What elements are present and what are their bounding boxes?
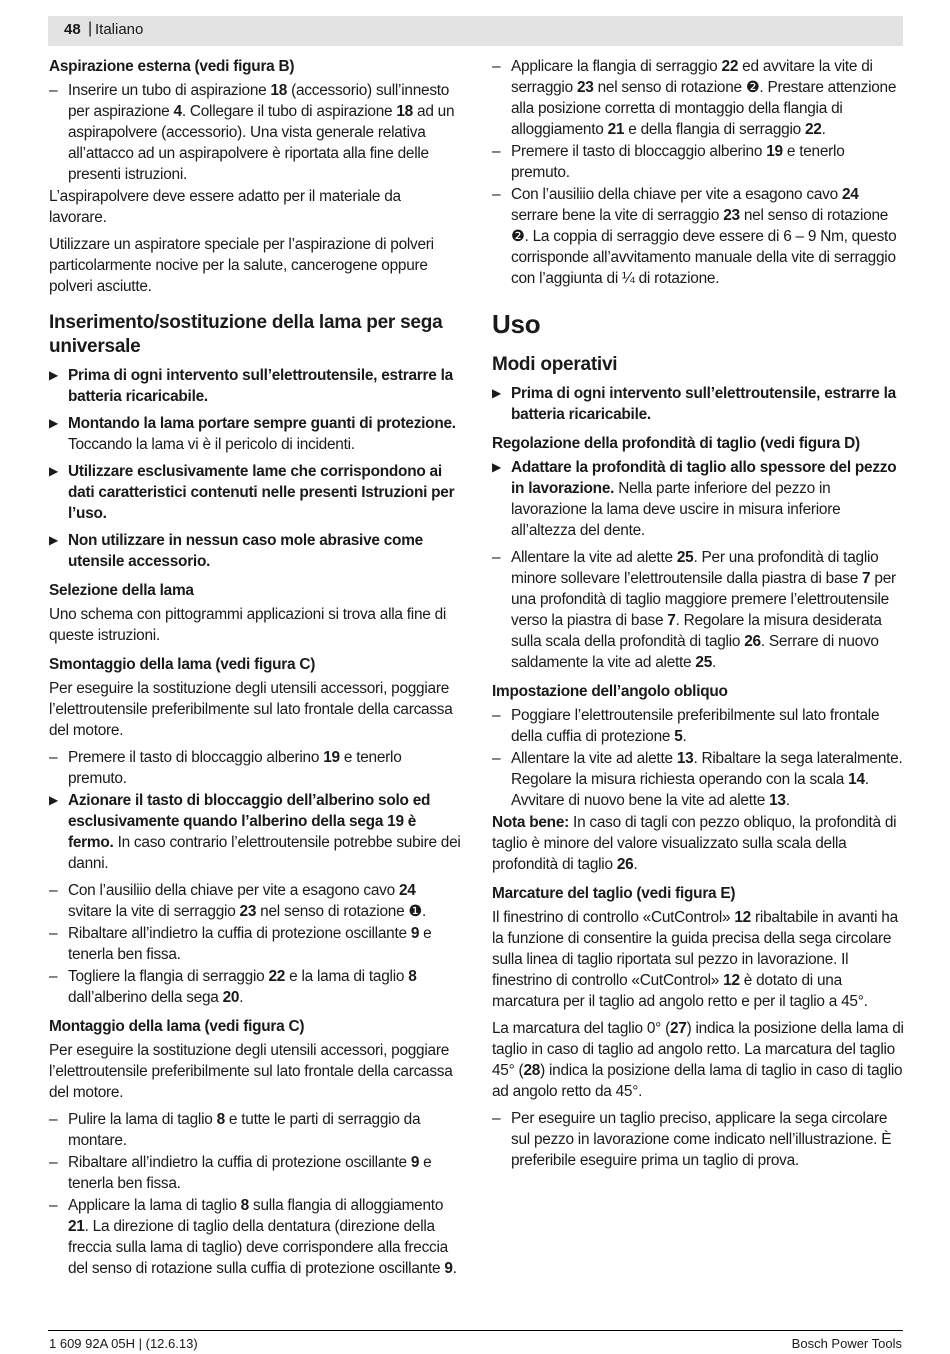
warning-item xyxy=(49,461,461,524)
footer-document-id: 1 609 92A 05H | (12.6.13) xyxy=(49,1336,198,1351)
warning-item xyxy=(492,457,904,541)
dash-bullet: – xyxy=(492,58,501,75)
text-run: Premere il tasto di bloccaggio alberino xyxy=(68,749,324,766)
item-text xyxy=(511,1108,904,1171)
bold-text: 13 xyxy=(769,792,786,809)
item-text xyxy=(68,413,461,455)
text-run: (accessorio) sull’innesto per aspirazione xyxy=(68,82,450,120)
text-run: Ribaltare all’indietro la cuffia di protezione oscillante xyxy=(68,925,411,942)
bold-text: 4 xyxy=(173,103,182,120)
bold-text: 24 xyxy=(841,186,859,203)
item-text xyxy=(511,56,904,140)
body-paragraph xyxy=(492,1018,904,1102)
bold-text: 23 xyxy=(239,903,257,920)
list-item xyxy=(492,547,904,673)
text-run: nel senso di rotazione ❷. Prestare attenzione alla posizione corretta di montaggio della flangia di alloggiamento xyxy=(511,79,897,138)
warning-item xyxy=(49,365,461,407)
list-item xyxy=(49,966,461,1008)
body-paragraph xyxy=(492,907,904,1012)
text-run: Uno schema con pittogrammi applicazioni si trova alla fine di queste istruzioni. xyxy=(49,606,447,644)
text-run: ad un aspirapolvere (accessorio). Una vista generale relativa all’attacco ad un aspirapolvere è riportata alla fine delle presenti istruzioni. xyxy=(68,103,455,183)
body-paragraph xyxy=(49,604,461,646)
text-run: Per eseguire la sostituzione degli utensili accessori, poggiare l’elettroutensile preferibilmente sul lato frontale della carcassa del motore. xyxy=(49,1042,453,1101)
list-item xyxy=(492,141,904,183)
item-text xyxy=(511,705,904,747)
list-item xyxy=(492,184,904,289)
dash-bullet: – xyxy=(49,925,58,942)
bold-text: 9 xyxy=(444,1260,453,1277)
right-column xyxy=(492,56,904,1172)
page-number: 48 xyxy=(64,21,81,38)
text-run: e la lama di taglio xyxy=(285,968,409,985)
text-run: Inserire un tubo di aspirazione xyxy=(68,82,271,99)
bold-text: Utilizzare esclusivamente lame che corrispondono ai dati caratteristici contenuti nelle presenti Istruzioni per l’uso. xyxy=(68,463,455,522)
dash-bullet: – xyxy=(49,1111,58,1128)
item-text xyxy=(511,457,904,541)
bold-text: 19 xyxy=(323,749,340,766)
bold-text: 7 xyxy=(862,570,871,587)
bold-text: 5 xyxy=(674,728,683,745)
text-run: per una profondità di taglio maggiore premere l’elettroutensile verso la piastra di base xyxy=(511,570,896,629)
bold-text: Adattare la profondità di taglio allo spessore del pezzo in lavorazione. xyxy=(511,459,897,497)
text-run: . xyxy=(785,792,790,809)
bold-text: 24 xyxy=(398,882,416,899)
body-paragraph xyxy=(49,234,461,297)
left-column xyxy=(49,56,461,1280)
text-run: . Regolare la misura desiderata sulla scala della profondità di taglio xyxy=(511,612,882,650)
item-text xyxy=(68,923,461,965)
list-item xyxy=(492,748,904,811)
arrow-bullet-icon: ▶ xyxy=(49,793,58,807)
page-header xyxy=(48,16,903,46)
text-run: In caso contrario l’elettroutensile potrebbe subire dei danni. xyxy=(68,834,461,872)
bold-text: 22 xyxy=(804,121,822,138)
list-item xyxy=(49,1109,461,1151)
dash-bullet: – xyxy=(492,1110,501,1127)
text-run: dall’alberino della sega xyxy=(68,989,223,1006)
bold-text: 25 xyxy=(695,654,713,671)
item-text xyxy=(68,365,461,407)
list-item xyxy=(492,56,904,140)
section-subheading: Marcature del taglio (vedi figura E) xyxy=(492,885,736,902)
text-run: . xyxy=(452,1260,457,1277)
text-run: . xyxy=(712,654,717,671)
bold-text: Azionare il tasto di bloccaggio dell’alberino solo ed esclusivamente quando l’alberino della sega 19 è fermo. xyxy=(68,792,431,851)
text-run: Per eseguire la sostituzione degli utensili accessori, poggiare l’elettroutensile preferibilmente sul lato frontale della carcassa del motore. xyxy=(49,680,453,739)
text-run: e tenerla ben fissa. xyxy=(68,1154,432,1192)
dash-bullet: – xyxy=(492,750,501,767)
bold-text: 26 xyxy=(616,856,634,873)
subsection-heading: Modi operativi xyxy=(492,354,618,375)
dash-bullet: – xyxy=(492,186,501,203)
subsection-heading: Inserimento/sostituzione della lama per sega universale xyxy=(49,312,443,357)
list-item xyxy=(49,80,461,185)
warning-item xyxy=(49,530,461,572)
bold-text: Non utilizzare in nessun caso mole abrasive come utensile accessorio. xyxy=(68,532,423,570)
arrow-bullet-icon: ▶ xyxy=(49,416,58,430)
item-text xyxy=(68,1152,461,1194)
text-run: . Serrare di nuovo saldamente la vite ad alette xyxy=(511,633,879,671)
bold-text: 18 xyxy=(270,82,288,99)
bold-text: 21 xyxy=(68,1218,85,1235)
item-text xyxy=(68,790,461,874)
bold-text: Montando la lama portare sempre guanti di protezione. xyxy=(68,415,456,432)
text-run: Ribaltare all’indietro la cuffia di protezione oscillante xyxy=(68,1154,411,1171)
footer-brand: Bosch Power Tools xyxy=(791,1336,902,1351)
item-text xyxy=(68,966,461,1008)
bold-text: 21 xyxy=(607,121,625,138)
bold-text: 18 xyxy=(396,103,413,120)
bold-text: 23 xyxy=(576,79,594,96)
text-run: nel senso di rotazione ❶. xyxy=(256,903,427,920)
text-run: In caso di tagli con pezzo obliquo, la profondità di taglio è minore del valore visualizzato sulla scala della profondità di taglio xyxy=(492,814,897,873)
text-run: nel senso di rotazione ❷. La coppia di serraggio deve essere di 6 – 9 Nm, questo corrisponde all’avvitamento manuale della vite di serraggio con l’aggiunta di ¼ di rotazione. xyxy=(511,207,897,287)
dash-bullet: – xyxy=(49,82,58,99)
text-run: ed avvitare la vite di serraggio xyxy=(511,58,873,96)
dash-bullet: – xyxy=(49,968,58,985)
section-heading: Uso xyxy=(492,309,541,339)
text-run: ribaltabile in avanti ha la funzione di consentire la guida precisa della sega circolare sulla linea di taglio riportata sul pezzo in lavorazione. Il finestrino di controllo «CutControl» xyxy=(492,909,898,989)
text-run: Allentare la vite ad alette xyxy=(511,549,677,566)
text-run: Toccando la lama vi è il pericolo di incidenti. xyxy=(68,436,355,453)
body-paragraph xyxy=(49,678,461,741)
arrow-bullet-icon: ▶ xyxy=(49,533,58,547)
text-run: Poggiare l’elettroutensile preferibilmente sul lato frontale della cuffia di protezione xyxy=(511,707,880,745)
text-run: Applicare la lama di taglio xyxy=(68,1197,241,1214)
section-subheading: Aspirazione esterna (vedi figura B) xyxy=(49,58,295,75)
dash-bullet: – xyxy=(49,749,58,766)
text-run: L’aspirapolvere deve essere adatto per il materiale da lavorare. xyxy=(49,188,401,226)
text-run: e tenerlo premuto. xyxy=(68,749,402,787)
text-run: . xyxy=(821,121,826,138)
list-item xyxy=(49,923,461,965)
section-subheading: Regolazione della profondità di taglio (vedi figura D) xyxy=(492,435,860,452)
list-item xyxy=(49,880,461,922)
text-run: Il finestrino di controllo «CutControl» xyxy=(492,909,735,926)
section-subheading: Impostazione dell’angolo obliquo xyxy=(492,683,728,700)
text-run: Utilizzare un aspiratore speciale per l’aspirazione di polveri particolarmente nocive per la salute, cancerogene oppure polveri asciutte. xyxy=(49,236,434,295)
bold-text: 8 xyxy=(216,1111,225,1128)
text-run: e tutte le parti di serraggio da montare. xyxy=(68,1111,421,1149)
warning-item xyxy=(49,413,461,455)
dash-bullet: – xyxy=(492,707,501,724)
arrow-bullet-icon: ▶ xyxy=(492,386,501,400)
text-run: Togliere la flangia di serraggio xyxy=(68,968,269,985)
list-item xyxy=(492,705,904,747)
bold-text: 7 xyxy=(667,612,676,629)
bold-text: Prima di ogni intervento sull’elettroutensile, estrarre la batteria ricaricabile. xyxy=(68,367,453,405)
bold-text: 22 xyxy=(268,968,286,985)
dash-bullet: – xyxy=(49,1197,58,1214)
arrow-bullet-icon: ▶ xyxy=(49,464,58,478)
item-text xyxy=(511,184,904,289)
list-item xyxy=(49,1195,461,1279)
item-text xyxy=(68,1109,461,1151)
item-text xyxy=(68,530,461,572)
arrow-bullet-icon: ▶ xyxy=(49,368,58,382)
bold-text: 23 xyxy=(723,207,740,224)
text-run: . Avvitare di nuovo bene la vite ad alette xyxy=(511,771,869,809)
text-run: e della flangia di serraggio xyxy=(624,121,805,138)
bold-text: 9 xyxy=(410,925,420,942)
body-paragraph xyxy=(492,812,904,875)
text-run: e tenerlo premuto. xyxy=(511,143,845,181)
text-run: Applicare la flangia di serraggio xyxy=(511,58,722,75)
text-run: La marcatura del taglio 0° ( xyxy=(492,1020,670,1037)
text-run: Allentare la vite ad alette xyxy=(511,750,677,767)
bold-text: 28 xyxy=(523,1062,541,1079)
item-text xyxy=(68,747,461,789)
section-subheading: Montaggio della lama (vedi figura C) xyxy=(49,1018,305,1035)
item-text xyxy=(68,80,461,185)
text-run: e tenerla ben fissa. xyxy=(68,925,432,963)
bold-text: 19 xyxy=(766,143,783,160)
bold-text: 9 xyxy=(410,1154,420,1171)
list-item xyxy=(49,1152,461,1194)
bold-text: 13 xyxy=(676,750,694,767)
arrow-bullet-icon: ▶ xyxy=(492,460,501,474)
bold-text: 12 xyxy=(723,972,740,989)
bold-text: 22 xyxy=(721,58,739,75)
warning-item xyxy=(492,383,904,425)
list-item xyxy=(492,1108,904,1171)
item-text xyxy=(511,547,904,673)
bold-text: 14 xyxy=(848,771,865,788)
bold-text: 8 xyxy=(408,968,417,985)
text-run: ) indica la posizione della lama di taglio in caso di taglio ad angolo retto da 45°. xyxy=(492,1062,903,1100)
text-run: svitare la vite di serraggio xyxy=(68,903,240,920)
text-run: Pulire la lama di taglio xyxy=(68,1111,217,1128)
bold-text: Prima di ogni intervento sull’elettroutensile, estrarre la batteria ricaricabile. xyxy=(511,385,896,423)
item-text xyxy=(511,141,904,183)
dash-bullet: – xyxy=(49,1154,58,1171)
bold-text: 27 xyxy=(669,1020,687,1037)
text-run: . xyxy=(682,728,687,745)
item-text xyxy=(68,1195,461,1279)
text-run: ) indica la posizione della lama di taglio in caso di taglio ad angolo retto. La marcatura del taglio 45° ( xyxy=(492,1020,904,1079)
item-text xyxy=(511,383,904,425)
text-run: . Ribaltare la sega lateralmente. Regolare la misura richiesta operando con la scala xyxy=(511,750,903,788)
header-separator: | xyxy=(88,20,93,37)
text-run: . Per una profondità di taglio minore sollevare l’elettroutensile dalla piastra di base xyxy=(511,549,879,587)
section-subheading: Smontaggio della lama (vedi figura C) xyxy=(49,656,316,673)
body-paragraph xyxy=(49,186,461,228)
bold-text: 25 xyxy=(676,549,694,566)
item-text xyxy=(68,461,461,524)
text-run: è dotato di una marcatura per il taglio ad angolo retto e per il taglio a 45°. xyxy=(492,972,868,1010)
warning-item xyxy=(49,790,461,874)
bold-text: Nota bene: xyxy=(492,814,570,831)
dash-bullet: – xyxy=(49,882,58,899)
section-subheading: Selezione della lama xyxy=(49,582,194,599)
bold-text: 26 xyxy=(744,633,761,650)
text-run: Per eseguire un taglio preciso, applicare la sega circolare sul pezzo in lavorazione come indicato nell’illustrazione. È preferibile eseguire prima un taglio di prova. xyxy=(511,1110,892,1169)
bold-text: 20 xyxy=(222,989,240,1006)
footer-rule xyxy=(48,1330,903,1331)
item-text xyxy=(511,748,904,811)
list-item xyxy=(49,747,461,789)
text-run: . xyxy=(633,856,638,873)
item-text xyxy=(68,880,461,922)
bold-text: 8 xyxy=(240,1197,249,1214)
body-paragraph xyxy=(49,1040,461,1103)
language-label: Italiano xyxy=(95,21,144,38)
text-run: . xyxy=(239,989,244,1006)
text-run: Nella parte inferiore del pezzo in lavorazione la lama deve uscire in misura inferiore all’altezza del dente. xyxy=(511,480,841,539)
dash-bullet: – xyxy=(492,143,501,160)
dash-bullet: – xyxy=(492,549,501,566)
text-run: Premere il tasto di bloccaggio alberino xyxy=(511,143,767,160)
bold-text: 12 xyxy=(734,909,751,926)
text-run: . Collegare il tubo di aspirazione xyxy=(181,103,397,120)
text-run: sulla flangia di alloggiamento xyxy=(248,1197,444,1214)
text-run: serrare bene la vite di serraggio xyxy=(511,207,724,224)
text-run: Con l’ausiliio della chiave per vite a esagono cavo xyxy=(68,882,399,899)
text-run: Con l’ausiliio della chiave per vite a esagono cavo xyxy=(511,186,842,203)
text-run: . La direzione di taglio della dentatura (direzione della freccia sulla lama di taglio) deve corrispondere alla freccia del senso di rotazione sulla cuffia di protezione oscillante xyxy=(68,1218,448,1277)
